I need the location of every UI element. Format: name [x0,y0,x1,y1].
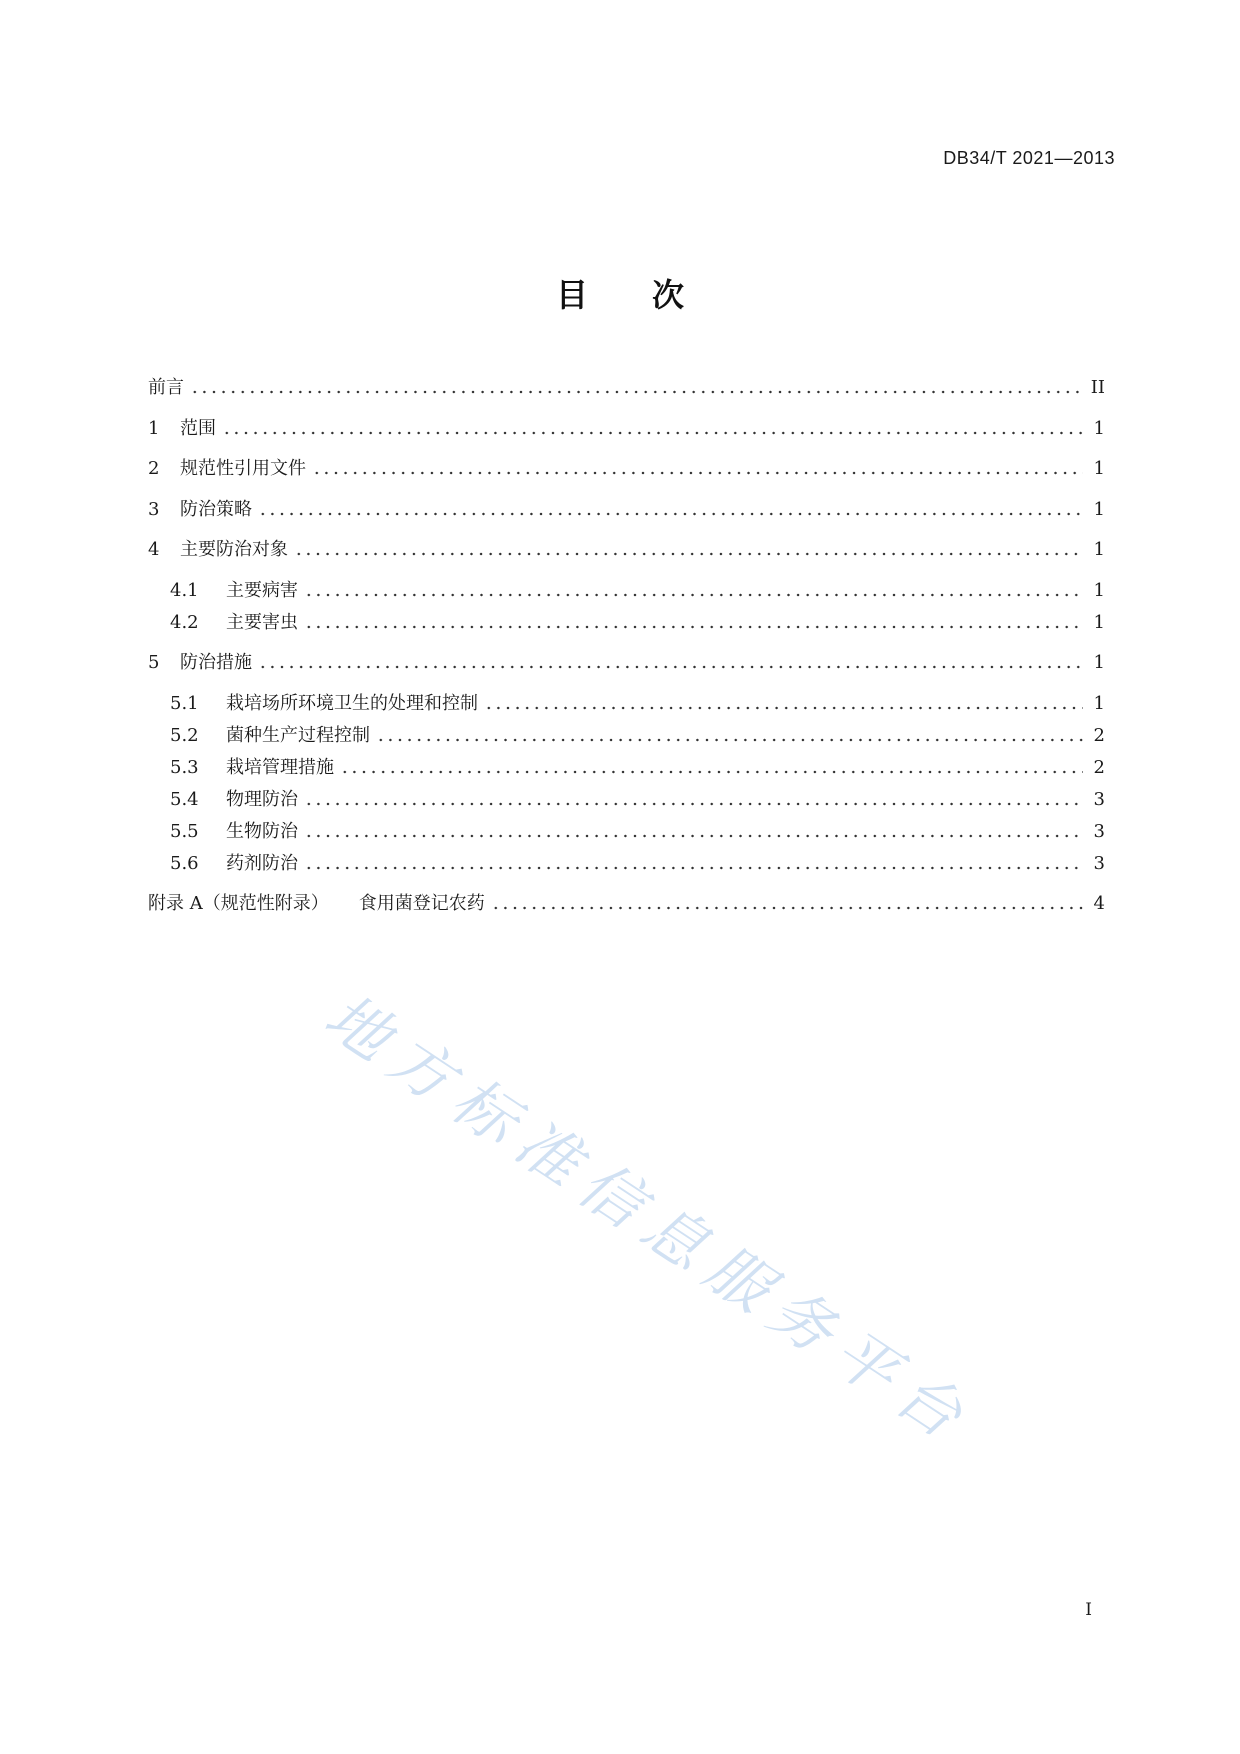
toc-entry-page: 3 [1093,788,1105,810]
toc-entry-number: 5.6 [170,852,199,874]
toc-entry-title: 栽培管理措施 [226,756,334,778]
toc-entry-number: 附录 A（规范性附录） [148,893,329,914]
toc-entry-title: 主要防治对象 [180,539,288,560]
toc-entry[interactable] [170,788,1105,812]
toc-entry[interactable] [170,852,1105,876]
toc-entry-page: II [1090,377,1105,398]
toc-entry-page: 1 [1093,611,1105,633]
toc-entry[interactable] [170,756,1105,780]
toc-dot-leader [304,802,1083,806]
toc-entry[interactable] [148,538,1105,562]
toc-entry-title: 规范性引用文件 [180,458,306,479]
toc-dot-leader [312,471,1083,475]
toc-entry-page: 2 [1093,724,1105,746]
toc-entry-page: 1 [1093,417,1105,439]
toc-entry[interactable] [170,692,1105,716]
page-title: 目 次 [555,276,684,314]
toc-entry-number: 4 [148,539,160,560]
toc-entry-title: 物理防治 [226,788,298,810]
toc-entry-page: 2 [1093,756,1105,778]
toc-entry-number: 5.1 [170,692,199,714]
toc-entry[interactable] [148,892,1105,916]
toc-entry[interactable] [170,724,1105,748]
toc-entry-number: 4.2 [170,611,199,633]
toc-entry-title: 防治策略 [180,498,252,520]
toc-dot-leader [304,834,1083,838]
toc-entry-number: 5.2 [170,724,199,746]
toc-entry-page: 3 [1093,852,1105,874]
toc-dot-leader [258,512,1083,516]
toc-entry-number: 2 [148,458,160,479]
watermark: 地方标准信息服务平台 [312,978,987,1460]
toc-dot-leader [484,706,1083,710]
toc-entry[interactable] [148,376,1105,400]
toc-dot-leader [304,866,1083,870]
toc-entry-number: 1 [148,417,160,439]
toc-entry-number: 5.4 [170,788,199,810]
toc-dot-leader [222,431,1083,435]
toc-entry-page: 3 [1093,820,1105,842]
toc-entry[interactable] [170,820,1105,844]
toc-entry-number: 5 [148,652,160,673]
toc-entry[interactable] [148,498,1105,522]
toc-entry-number: 4.1 [170,579,199,601]
toc-dot-leader [258,665,1083,669]
toc-entry-page: 1 [1093,579,1105,601]
toc-dot-leader [294,552,1083,556]
toc-entry-title: 主要病害 [226,579,298,601]
toc-entry-title: 栽培场所环境卫生的处理和控制 [226,692,478,714]
toc-entry-page: 1 [1093,692,1105,714]
toc-entry[interactable] [148,457,1105,481]
toc-entry-title: 药剂防治 [226,852,298,874]
toc-entry-number: 5.3 [170,756,199,778]
toc-entry-title: 菌种生产过程控制 [226,724,370,746]
toc-entry-title: 主要害虫 [226,611,298,633]
toc-entry-title: 范围 [180,417,216,439]
toc-dot-leader [340,770,1083,774]
toc-entry-page: 1 [1093,652,1105,673]
toc-entry[interactable] [170,579,1105,603]
toc-dot-leader [304,593,1083,597]
document-code: DB34/T 2021—2013 [943,148,1115,168]
toc-dot-leader [376,738,1083,742]
toc-dot-leader [304,625,1083,629]
toc-entry-page: 4 [1093,893,1105,914]
toc-entry[interactable] [148,651,1105,675]
toc-dot-leader [491,906,1083,910]
toc-entry-page: 1 [1093,539,1105,560]
toc-entry-page: 1 [1093,458,1105,479]
toc-entry-number: 5.5 [170,820,199,842]
page-number: I [1085,1600,1092,1620]
toc-entry-title: 前言 [148,377,184,398]
toc-entry-title: 食用菌登记农药 [358,893,485,914]
table-of-contents [148,0,1105,1000]
toc-entry-title: 生物防治 [226,820,298,842]
toc-entry-page: 1 [1093,498,1105,520]
toc-entry-title: 防治措施 [180,652,252,673]
toc-entry[interactable] [148,417,1105,441]
toc-entry[interactable] [170,611,1105,635]
toc-entry-number: 3 [148,498,160,520]
toc-dot-leader [190,390,1083,394]
